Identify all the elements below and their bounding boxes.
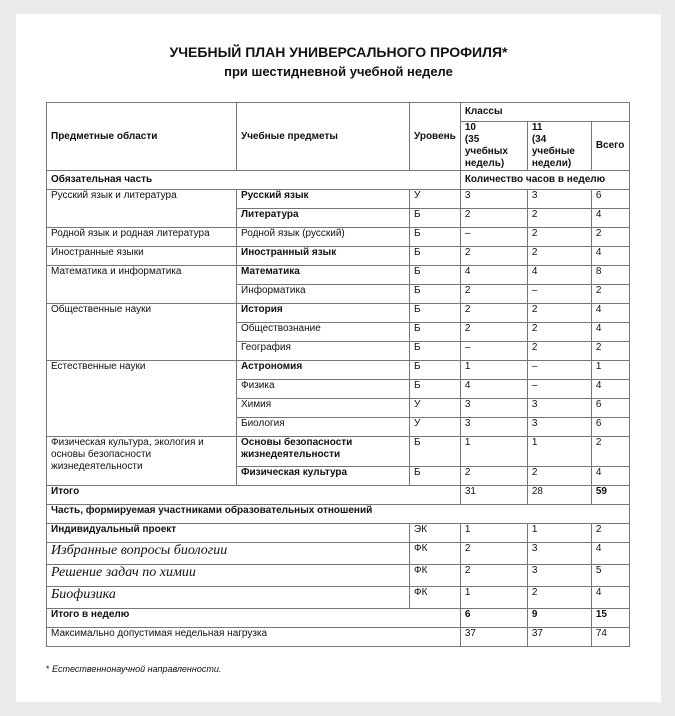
subject-name: Основы безопасности жизнедеятельности (237, 437, 410, 467)
grade-11-hours: 1 (527, 437, 591, 467)
course-name: Избранные вопросы биологии (47, 543, 410, 565)
total-hours: 4 (591, 467, 629, 486)
total-hours: 4 (591, 209, 629, 228)
grade-11-hours: 2 (527, 228, 591, 247)
grade-10-hours: 6 (460, 609, 527, 628)
subject-name: Математика (237, 266, 410, 285)
grade-11-hours: 3 (527, 399, 591, 418)
hours-per-week-label: Количество часов в неделю (460, 171, 629, 190)
grade-10-hours: 2 (460, 467, 527, 486)
subject-name: Химия (237, 399, 410, 418)
grade-10-hours: 31 (460, 486, 527, 505)
header-grade-11: 11 (34 учебные недели) (527, 122, 591, 171)
grade-10-hours: – (460, 228, 527, 247)
grade-11-hours: 28 (527, 486, 591, 505)
subject-name: Обществознание (237, 323, 410, 342)
grade-10-hours: 2 (460, 565, 527, 587)
total-hours: 5 (591, 565, 629, 587)
grade-11-hours: 4 (527, 266, 591, 285)
grade-11-hours: 3 (527, 190, 591, 209)
grade-11-hours: 3 (527, 543, 591, 565)
grade-11-hours: 2 (527, 304, 591, 323)
subject-name: Родной язык (русский) (237, 228, 410, 247)
grade-11-hours: 1 (527, 524, 591, 543)
grade-10-hours: – (460, 342, 527, 361)
grade-11-hours: 9 (527, 609, 591, 628)
total-hours: 2 (591, 228, 629, 247)
grade-11-hours: 2 (527, 342, 591, 361)
total-hours: 6 (591, 418, 629, 437)
total-hours: 4 (591, 380, 629, 399)
level-cell: Б (410, 285, 461, 304)
total-hours: 4 (591, 304, 629, 323)
level-cell: ФК (410, 543, 461, 565)
subject-area: Русский язык и литература (47, 190, 237, 228)
subject-area: Родной язык и родная литература (47, 228, 237, 247)
table-row (47, 247, 630, 266)
total-hours: 8 (591, 266, 629, 285)
week-total-label: Итого в неделю (47, 609, 461, 628)
page-subtitle: при шестидневной учебной неделе (224, 64, 453, 79)
section-elective: Часть, формируемая участниками образовательных отношений (47, 505, 630, 524)
total-hours: 6 (591, 190, 629, 209)
subject-name: Информатика (237, 285, 410, 304)
total-label: Итого (47, 486, 461, 505)
total-hours: 2 (591, 524, 629, 543)
subject-name: Физика (237, 380, 410, 399)
header-subjects: Учебные предметы (237, 103, 410, 171)
level-cell: Б (410, 247, 461, 266)
total-row (47, 486, 630, 505)
table-row (47, 361, 630, 380)
level-cell: Б (410, 209, 461, 228)
level-cell: У (410, 190, 461, 209)
total-hours: 74 (591, 628, 629, 647)
total-hours: 2 (591, 285, 629, 304)
level-cell: Б (410, 266, 461, 285)
level-cell: Б (410, 323, 461, 342)
curriculum-table (46, 102, 630, 647)
document-page (16, 14, 661, 702)
table-row (47, 228, 630, 247)
subject-area: Естественные науки (47, 361, 237, 437)
footnote-mark: * (46, 664, 50, 674)
grade-10-hours: 3 (460, 418, 527, 437)
table-row (47, 543, 630, 565)
level-cell: Б (410, 437, 461, 467)
subject-name: Биология (237, 418, 410, 437)
header-classes: Классы (460, 103, 629, 122)
level-cell: ЭК (410, 524, 461, 543)
level-cell: У (410, 418, 461, 437)
grade-10-hours: 2 (460, 247, 527, 266)
header-areas: Предметные области (47, 103, 237, 171)
subject-area: Математика и информатика (47, 266, 237, 304)
max-load-row (47, 628, 630, 647)
grade-11-hours: 2 (527, 587, 591, 609)
total-hours: 4 (591, 247, 629, 266)
subject-name: Литература (237, 209, 410, 228)
level-cell: Б (410, 342, 461, 361)
total-hours: 4 (591, 587, 629, 609)
subject-name: История (237, 304, 410, 323)
course-name: Индивидуальный проект (47, 524, 410, 543)
level-cell: Б (410, 380, 461, 399)
table-row (47, 190, 630, 209)
grade-10-hours: 1 (460, 437, 527, 467)
level-cell: Б (410, 228, 461, 247)
grade-10-hours: 4 (460, 266, 527, 285)
grade-10-hours: 1 (460, 361, 527, 380)
total-hours: 4 (591, 323, 629, 342)
table-row (47, 587, 630, 609)
grade-11-hours: 2 (527, 323, 591, 342)
level-cell: Б (410, 304, 461, 323)
grade-11-hours: 2 (527, 467, 591, 486)
subject-name: Иностранный язык (237, 247, 410, 266)
footnote (46, 664, 221, 674)
subject-name: Астрономия (237, 361, 410, 380)
total-hours: 59 (591, 486, 629, 505)
level-cell: ФК (410, 565, 461, 587)
level-cell: ФК (410, 587, 461, 609)
table-row (47, 565, 630, 587)
total-hours: 2 (591, 342, 629, 361)
grade-10-hours: 4 (460, 380, 527, 399)
grade-10-hours: 2 (460, 323, 527, 342)
subject-area: Иностранные языки (47, 247, 237, 266)
grade-10-hours: 2 (460, 543, 527, 565)
course-name: Биофизика (47, 587, 410, 609)
total-hours: 1 (591, 361, 629, 380)
grade-10-hours: 3 (460, 190, 527, 209)
week-total-row (47, 609, 630, 628)
max-load-label: Максимально допустимая недельная нагрузка (47, 628, 461, 647)
grade-10-hours: 2 (460, 285, 527, 304)
subject-name: Физическая культура (237, 467, 410, 486)
grade-11-hours: 37 (527, 628, 591, 647)
footnote-text: Естественнонаучной направленности. (52, 664, 222, 674)
grade-10-hours: 37 (460, 628, 527, 647)
level-cell: Б (410, 361, 461, 380)
grade-11-hours: 2 (527, 247, 591, 266)
subject-area: Общественные науки (47, 304, 237, 361)
header-level: Уровень (410, 103, 461, 171)
header-grade-10: 10 (35 учебных недель) (460, 122, 527, 171)
grade-10-hours: 1 (460, 524, 527, 543)
section-mandatory: Обязательная часть (47, 171, 461, 190)
grade-11-hours: – (527, 361, 591, 380)
total-hours: 6 (591, 399, 629, 418)
table-row (47, 304, 630, 323)
subject-name: Русский язык (237, 190, 410, 209)
page-title: УЧЕБНЫЙ ПЛАН УНИВЕРСАЛЬНОГО ПРОФИЛЯ* (169, 44, 508, 60)
grade-11-hours: – (527, 380, 591, 399)
section-row (47, 505, 630, 524)
total-hours: 15 (591, 609, 629, 628)
grade-10-hours: 1 (460, 587, 527, 609)
grade-10-hours: 2 (460, 209, 527, 228)
subject-area: Физическая культура, экология и основы безопасности жизнедеятельности (47, 437, 237, 486)
grade-11-hours: 2 (527, 209, 591, 228)
table-row (47, 266, 630, 285)
grade-11-hours: – (527, 285, 591, 304)
total-hours: 4 (591, 543, 629, 565)
course-name: Решение задач по химии (47, 565, 410, 587)
subject-name: География (237, 342, 410, 361)
grade-10-hours: 2 (460, 304, 527, 323)
level-cell: У (410, 399, 461, 418)
total-hours: 2 (591, 437, 629, 467)
grade-11-hours: 3 (527, 418, 591, 437)
grade-10-hours: 3 (460, 399, 527, 418)
level-cell: Б (410, 467, 461, 486)
table-row (47, 437, 630, 467)
header-total: Всего (591, 122, 629, 171)
table-row (47, 524, 630, 543)
grade-11-hours: 3 (527, 565, 591, 587)
